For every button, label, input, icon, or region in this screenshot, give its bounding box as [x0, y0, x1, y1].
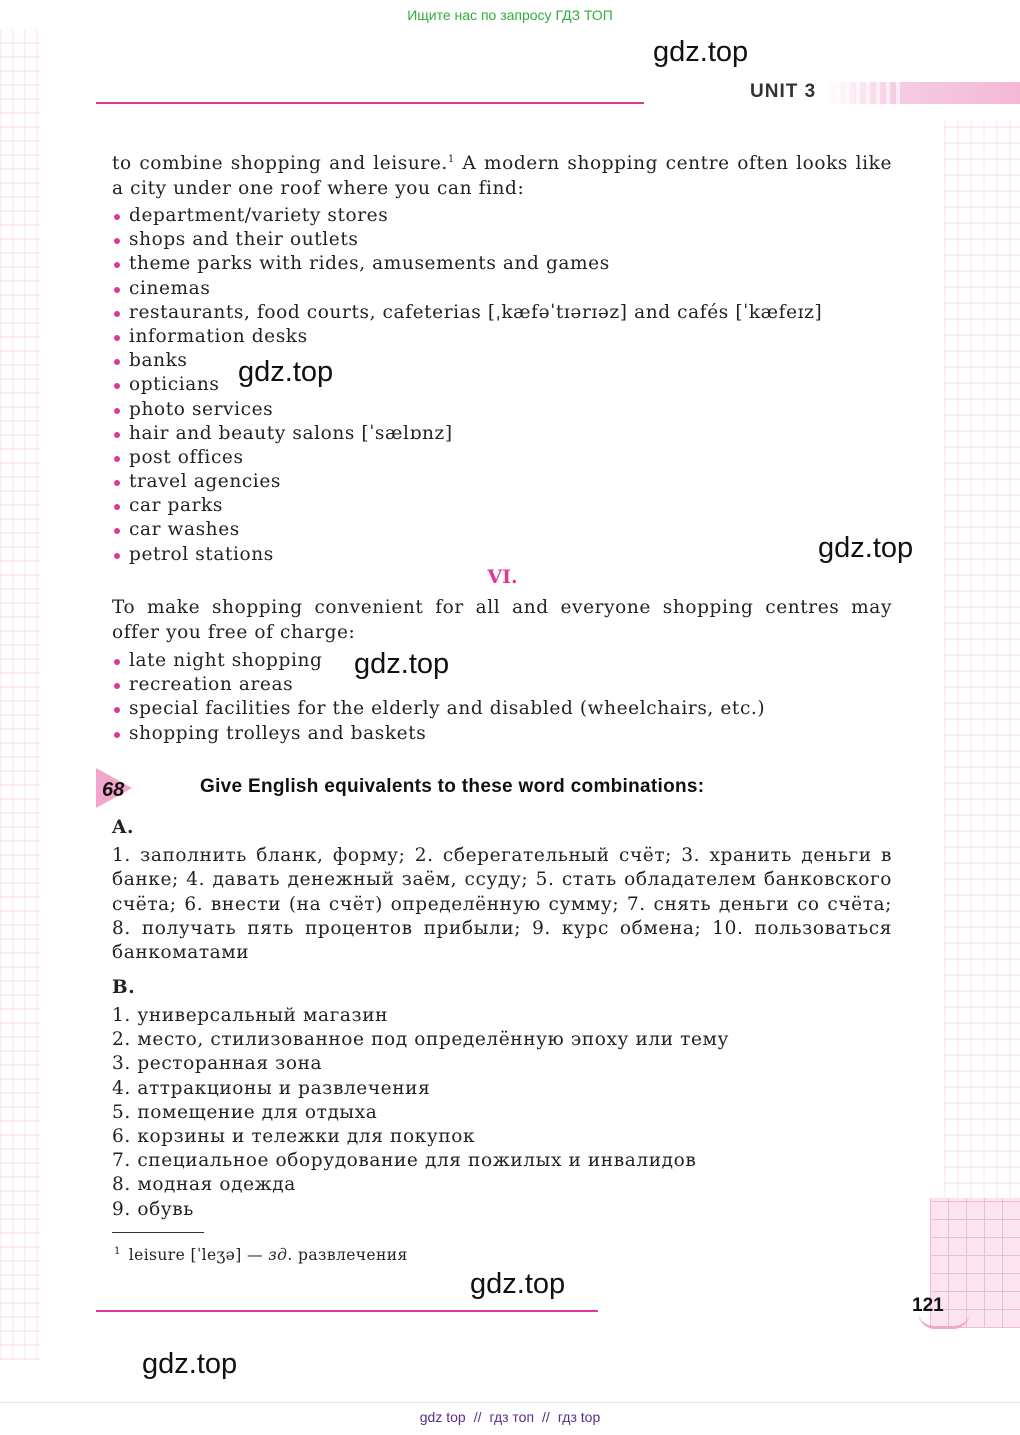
list-item: late night shopping: [112, 649, 892, 673]
list-item: 8. модная одежда: [112, 1174, 296, 1196]
intro-paragraph: to combine shopping and leisure.$^1$ A modern shopping centre often looks like a city under one roof where you can find:: [112, 153, 892, 199]
footer-rule: [96, 1310, 598, 1312]
list-item: photo services: [112, 398, 892, 422]
exercise-title: Give English equivalents to these word combinations:: [200, 776, 705, 797]
list-item: post offices: [112, 446, 892, 470]
part-a-text: 1. заполнить бланк, форму; 2. сберегательный счёт; 3. хранить деньги в банке; 4. давать денежный заём, ссуду; 5. стать обладателем банковского счёта; 6. внести (на счёт) определённую сумму; 7. снять деньги со счёта; 8. получать пять процентов прибыли; 9. курс обмена; 10. пользоваться банкоматами: [112, 845, 892, 964]
watermark: gdz.top: [470, 1268, 566, 1300]
list-item: car parks: [112, 494, 892, 518]
list-item: 3. ресторанная зона: [112, 1053, 323, 1075]
footnote-reference[interactable]: 1: [447, 154, 455, 165]
list-item: 9. обувь: [112, 1198, 194, 1220]
left-decorative-pattern: [0, 30, 40, 1360]
list-item: shops and their outlets: [112, 228, 892, 252]
watermark: gdz.top: [818, 532, 914, 564]
bottom-link[interactable]: гдз топ: [489, 1409, 535, 1425]
list-item: department/variety stores: [112, 204, 892, 228]
list-item: 5. помещение для отдыха: [112, 1101, 378, 1123]
header-rule: [96, 102, 644, 104]
page-number: 121: [912, 1295, 944, 1316]
watermark: gdz.top: [354, 648, 450, 680]
section-heading-vi: VI.: [487, 566, 518, 588]
list-item: car washes: [112, 518, 892, 542]
unit-band-decoration: [826, 82, 1020, 104]
bottom-link[interactable]: gdz top: [419, 1409, 466, 1425]
watermark: gdz.top: [238, 356, 334, 388]
watermark: gdz.top: [142, 1348, 238, 1380]
shopping-centre-facilities-list: [112, 204, 892, 567]
list-item: 2. место, стилизованное под определённую эпоху или тему: [112, 1029, 730, 1051]
right-decorative-pattern: [944, 120, 1020, 1200]
list-item: information desks: [112, 325, 892, 349]
list-item: 4. аттракционы и развлечения: [112, 1077, 431, 1099]
bottom-link[interactable]: гдз top: [557, 1409, 601, 1425]
part-b-list: [112, 1004, 892, 1222]
list-item: 7. специальное оборудование для пожилых и инвалидов: [112, 1150, 697, 1172]
unit-label: UNIT 3: [750, 81, 817, 102]
list-item: restaurants, food courts, cafeterias [ˌkæfəˈtɪərɪəz] and cafés [ˈkæfeɪz]: [112, 301, 892, 325]
part-b-label: B.: [112, 977, 136, 998]
part-a-label: A.: [112, 817, 134, 838]
list-item: theme parks with rides, amusements and games: [112, 252, 892, 276]
section-vi-paragraph: To make shopping convenient for all and everyone shopping centres may offer you free of charge:: [112, 597, 892, 643]
list-item: 1. универсальный магазин: [112, 1005, 389, 1026]
list-item: hair and beauty salons [ˈsælɒnz]: [112, 422, 892, 446]
list-item: cinemas: [112, 277, 892, 301]
list-item: opticians: [112, 373, 892, 397]
watermark: gdz.top: [653, 36, 749, 68]
bottom-divider: [0, 1402, 1020, 1403]
list-item: special facilities for the elderly and disabled (wheelchairs, etc.): [112, 697, 892, 721]
list-item: banks: [112, 349, 892, 373]
bottom-links: gdz top // гдз топ // гдз top: [419, 1409, 601, 1425]
exercise-number: 68: [102, 779, 125, 801]
list-item: recreation areas: [112, 673, 892, 697]
list-item: 6. корзины и тележки для покупок: [112, 1125, 476, 1147]
list-item: travel agencies: [112, 470, 892, 494]
list-item: petrol stations: [112, 543, 892, 567]
top-search-banner[interactable]: Ищите нас по запросу ГДЗ ТОП: [407, 7, 613, 23]
list-item: shopping trolleys and baskets: [112, 722, 892, 746]
footnote: $^1$ leisure [ˈleʒə] — зд. развлечения: [114, 1246, 408, 1265]
footnote-divider: [112, 1232, 204, 1233]
free-services-list: [112, 649, 892, 746]
